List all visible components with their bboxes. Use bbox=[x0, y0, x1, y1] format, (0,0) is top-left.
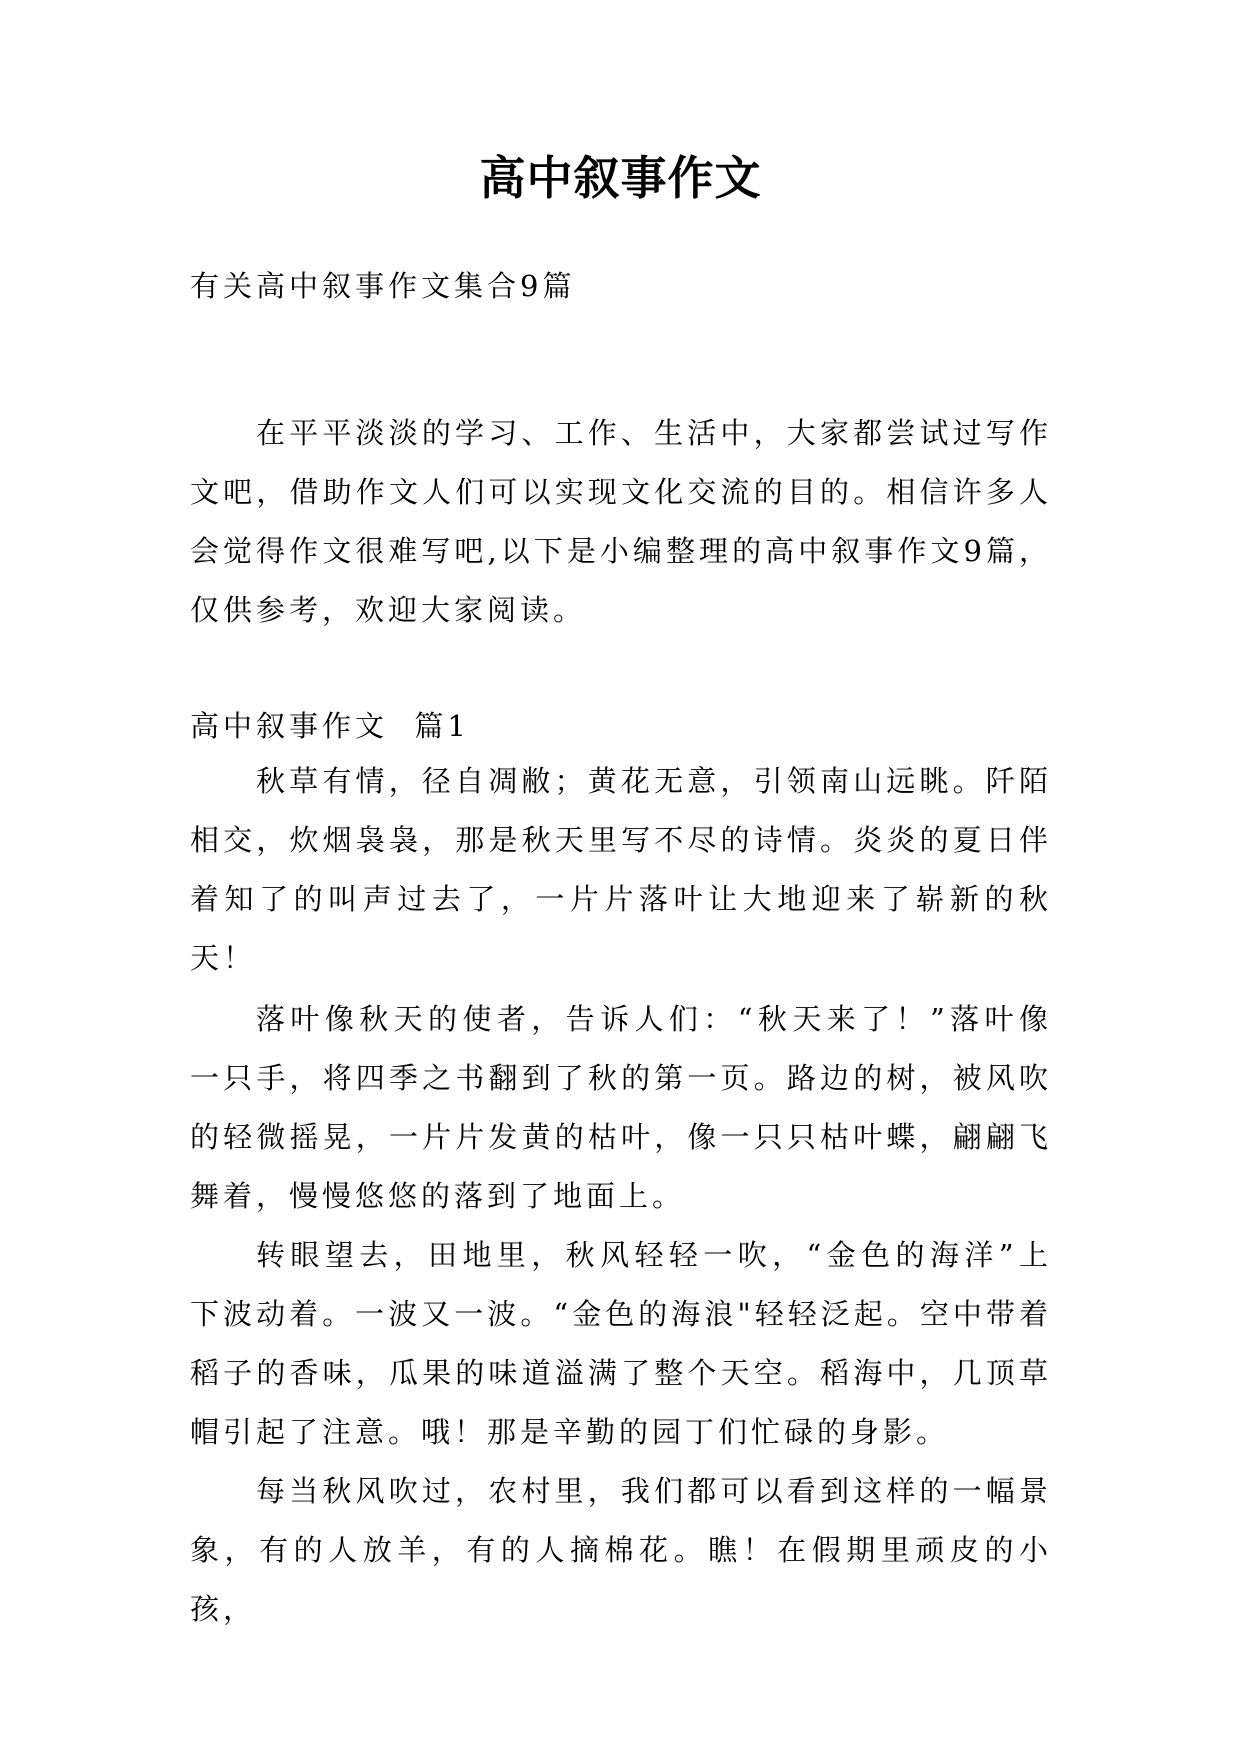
document-subtitle: 有关高中叙事作文集合9篇 bbox=[190, 269, 576, 303]
body-paragraph-3: 转眼望去，田地里，秋风轻轻一吹，“金色的海洋”上下波动着。一波又一波。“金色的海浪"轻轻泛起。空中带着稻子的香味，瓜果的味道溢满了整个天空。稻海中，几顶草帽引起了注意。哦！那是辛勤的园丁们忙碌的身影。 bbox=[190, 1238, 1052, 1449]
body-paragraph-1: 秋草有情，径自凋敝；黄花无意，引领南山远眺。阡陌相交，炊烟袅袅，那是秋天里写不尽的诗情。炎炎的夏日伴着知了的叫声过去了，一片片落叶让大地迎来了崭新的秋天！ bbox=[190, 764, 1052, 975]
intro-paragraph: 在平平淡淡的学习、工作、生活中，大家都尝试过写作文吧，借助作文人们可以实现文化交流的目的。相信许多人会觉得作文很难写吧,以下是小编整理的高中叙事作文9篇，仅供参考，欢迎大家阅读。 bbox=[190, 416, 1052, 627]
section-heading: 高中叙事作文 篇1 bbox=[190, 709, 470, 743]
document-title: 高中叙事作文 bbox=[479, 151, 762, 205]
body-paragraph-2: 落叶像秋天的使者，告诉人们：“秋天来了！”落叶像一只手，将四季之书翻到了秋的第一页。路边的树，被风吹的轻微摇晃，一片片发黄的枯叶，像一只只枯叶蝶，翩翩飞舞着，慢慢悠悠的落到了地面上。 bbox=[190, 1002, 1052, 1213]
body-paragraph-4: 每当秋风吹过，农村里，我们都可以看到这样的一幅景象，有的人放羊，有的人摘棉花。瞧！在假期里顽皮的小孩， bbox=[190, 1474, 1052, 1626]
